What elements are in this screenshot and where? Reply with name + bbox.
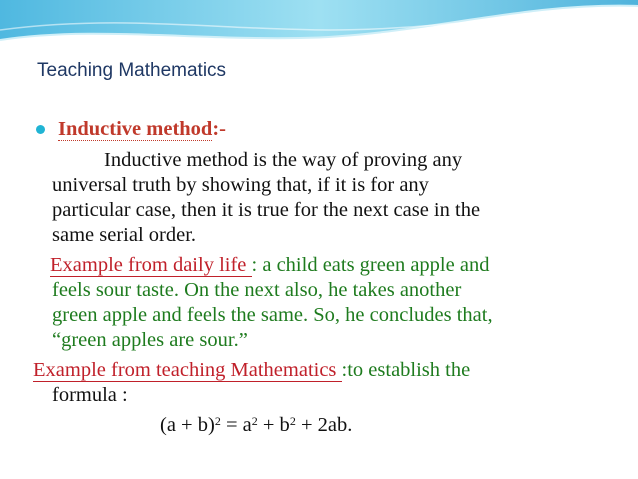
- heading-term: Inductive method: [58, 118, 213, 140]
- example-daily-line-1: [50, 253, 489, 278]
- definition-line-1: Inductive method is the way of proving any: [104, 149, 463, 171]
- slide-title: Teaching Mathematics: [37, 60, 227, 81]
- definition-line-4: same serial order.: [52, 224, 197, 246]
- heading-suffix: :-: [212, 118, 226, 140]
- formula-exponent-3: 2: [289, 414, 296, 428]
- example-math-line-2: formula :: [52, 384, 128, 406]
- example-daily-line-2: feels sour taste. On the next also, he takes another: [52, 279, 462, 301]
- definition-line-2: universal truth by showing that, if it is for any: [52, 174, 429, 196]
- formula-exponent-1: 2: [214, 414, 221, 428]
- example-math-line-1: [33, 358, 470, 383]
- header-wave-banner: [0, 0, 638, 48]
- formula-part-4: + 2ab.: [295, 414, 353, 436]
- formula-part-2: = a: [220, 414, 252, 436]
- definition-line-3: particular case, then it is true for the next case in the: [52, 199, 481, 221]
- example-daily-label: Example from daily life: [50, 254, 252, 276]
- formula-exponent-2: 2: [251, 414, 258, 428]
- formula: [160, 413, 352, 438]
- section-heading: [58, 117, 226, 142]
- example-math-label: Example from teaching Mathematics: [33, 359, 342, 381]
- example-daily-line-4: “green apples are sour.”: [52, 329, 248, 351]
- example-daily-line-1-rest: : a child eats green apple and: [251, 254, 490, 276]
- formula-part-1: (a + b): [160, 414, 215, 436]
- bullet-dot: [36, 125, 45, 134]
- example-daily-line-3: green apple and feels the same. So, he concludes that,: [52, 304, 493, 326]
- example-math-line-1-rest: :to establish the: [341, 359, 471, 381]
- formula-part-3: + b: [257, 414, 290, 436]
